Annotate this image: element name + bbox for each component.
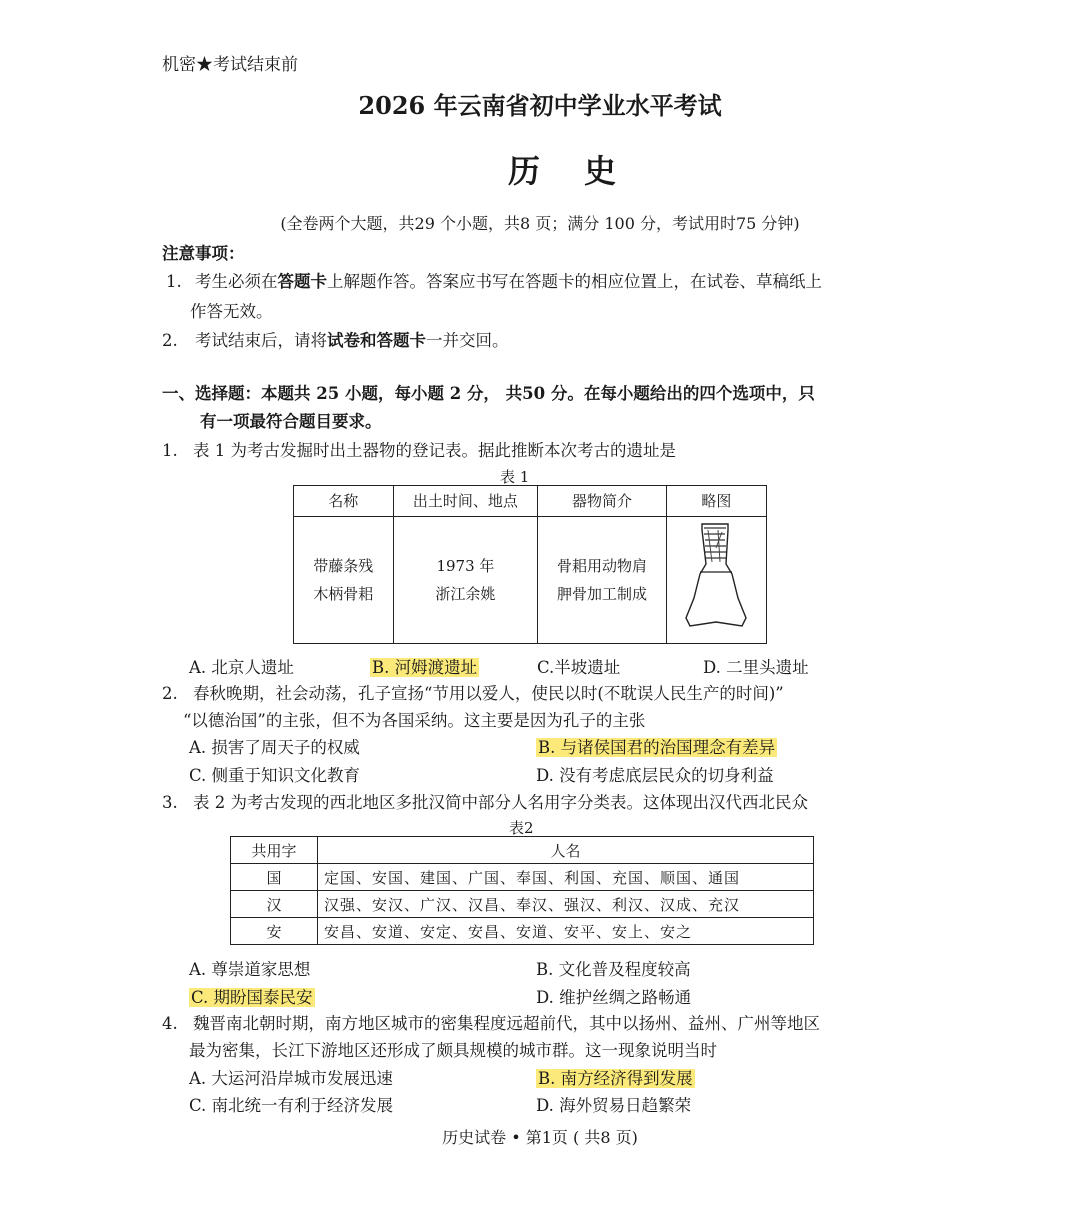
table1-name-line1: 带藤条残 [313,557,374,575]
q2-stem-line1 [162,680,784,704]
notes-heading: 注意事项： [162,244,245,263]
q1-option-d[interactable]: D. 二里头遗址 [703,658,809,677]
note-1-pre: 考生必须在 [195,272,278,291]
table2-char-an: 安 [231,918,318,945]
table-row [231,918,814,945]
note-1-continued: 作答无效。 [190,302,273,321]
table1-time-line2: 浙江余姚 [435,585,496,603]
q4-stem-text: 魏晋南北朝时期，南方地区城市的密集程度远超前代，其中以扬州、益州、广州等地区 [193,1014,820,1033]
q1-option-a[interactable]: A. 北京人遗址 [189,658,294,677]
page-footer: 历史试卷 • 第1页 ( 共8 页) [442,1128,638,1147]
table2-header-names: 人名 [318,837,814,864]
q1-option-b-highlight: B. 河姆渡遗址 [372,658,478,677]
note-2 [162,327,509,351]
section-heading-line1: 一、选择题：本题共 25 小题，每小题 2 分， 共50 分。在每小题给出的四个选项中，只 [162,384,815,403]
table1-header-time-place: 出土时间、地点 [393,486,538,517]
q4-stem-line1 [162,1010,820,1034]
table1-header-name: 名称 [294,486,394,517]
table2-header-char: 共用字 [231,837,318,864]
q2-option-a[interactable]: A. 损害了周天子的权威 [189,738,360,757]
table1-time-line1: 1973 年 [436,557,495,575]
q3-stem-text: 表 2 为考古发现的西北地区多批汉简中部分人名用字分类表。这体现出汉代西北民众 [193,793,808,812]
q4-option-b[interactable] [536,1065,695,1089]
table1-cell-desc [538,517,666,644]
table1-desc-line2: 胛骨加工制成 [556,585,647,603]
q4-option-c[interactable]: C. 南北统一有利于经济发展 [189,1096,394,1115]
q3-option-c[interactable] [189,984,315,1008]
q2-option-b-highlight: B. 与诸侯国君的治国理念有差异 [538,738,776,757]
q2-stem-line2: “以德治国”的主张，但不为各国采纳。这主要是因为孔子的主张 [183,711,646,730]
q2-option-c[interactable]: C. 侧重于知识文化教育 [189,766,361,785]
q4-num: 4. [162,1014,178,1033]
note-2-text [195,331,509,350]
q1-num: 1. [162,441,178,460]
section-heading-line2: 有一项最符合题目要求。 [200,412,382,431]
note-2-pre: 考试结束后，请将 [195,331,327,350]
q3-option-b[interactable]: B. 文化普及程度较高 [536,960,691,979]
note-1 [166,268,822,292]
table2-char-han: 汉 [231,891,318,918]
note-2-post: 一并交回。 [426,331,509,350]
q3-option-c-highlight: C. 期盼国泰民安 [191,988,313,1007]
note-2-num: 2. [162,331,178,350]
table2-char-guo: 国 [231,864,318,891]
table1-cell-name [294,517,394,644]
table2-names-guo: 定国、安国、建国、广国、奉国、利国、充国、顺国、通国 [318,864,814,891]
note-1-text [195,272,822,291]
table1-name-line2: 木柄骨耜 [313,585,374,603]
q4-option-b-highlight: B. 南方经济得到发展 [538,1069,693,1088]
note-1-bold: 答题卡 [277,272,327,291]
table1-title: 表 1 [500,468,530,486]
q3-stem [162,789,808,813]
q1-option-c[interactable]: C.半坡遗址 [537,658,621,677]
table1-desc-line1: 骨耜用动物肩 [556,557,647,575]
q1-option-b[interactable] [370,654,479,678]
table1-header-sketch: 略图 [666,486,766,517]
q2-num: 2. [162,684,178,703]
table2-title: 表2 [509,819,534,837]
table1-header-desc: 器物简介 [538,486,666,517]
q3-num: 3. [162,793,178,812]
q2-option-d[interactable]: D. 没有考虑底层民众的切身利益 [536,766,774,785]
q4-stem-line2: 最为密集，长江下游地区还形成了颇具规模的城市群。这一现象说明当时 [189,1041,717,1060]
table-row [231,891,814,918]
table1-cell-time-place [393,517,538,644]
q2-stem-text: 春秋晚期，社会动荡，孔子宣扬“节用以爱人，使民以时(不耽误人民生产的时间)” [193,684,784,703]
note-1-num: 1. [166,272,182,291]
q3-option-a[interactable]: A. 尊崇道家思想 [189,960,311,979]
confidential-label: 机密★考试结束前 [162,55,298,75]
note-1-post: 上解题作答。答案应书写在答题卡的相应位置上，在试卷、草稿纸上 [327,272,822,291]
paper-info: (全卷两个大题，共29 个小题，共8 页；满分 100 分，考试用时75 分钟) [280,214,800,233]
q1-stem [162,437,676,461]
exam-title: 2026 年云南省初中学业水平考试 [358,91,722,120]
bone-spade-sketch [676,518,756,633]
table1 [293,485,767,644]
table2-names-han: 汉强、安汉、广汉、汉昌、奉汉、强汉、利汉、汉成、充汉 [318,891,814,918]
q4-option-a[interactable]: A. 大运河沿岸城市发展迅速 [189,1069,393,1088]
note-2-bold: 试卷和答题卡 [327,331,426,350]
table2-names-an: 安昌、安道、安定、安昌、安道、安平、安上、安之 [318,918,814,945]
table-row [231,864,814,891]
q1-stem-text: 表 1 为考古发掘时出土器物的登记表。据此推断本次考古的遗址是 [193,441,676,460]
table2 [230,836,814,945]
q3-option-d[interactable]: D. 维护丝绸之路畅通 [536,988,692,1007]
q4-option-d[interactable]: D. 海外贸易日趋繁荣 [536,1096,692,1115]
q2-option-b[interactable] [536,734,777,758]
table1-cell-sketch [666,517,766,644]
subject-title: 历史 [507,152,660,190]
